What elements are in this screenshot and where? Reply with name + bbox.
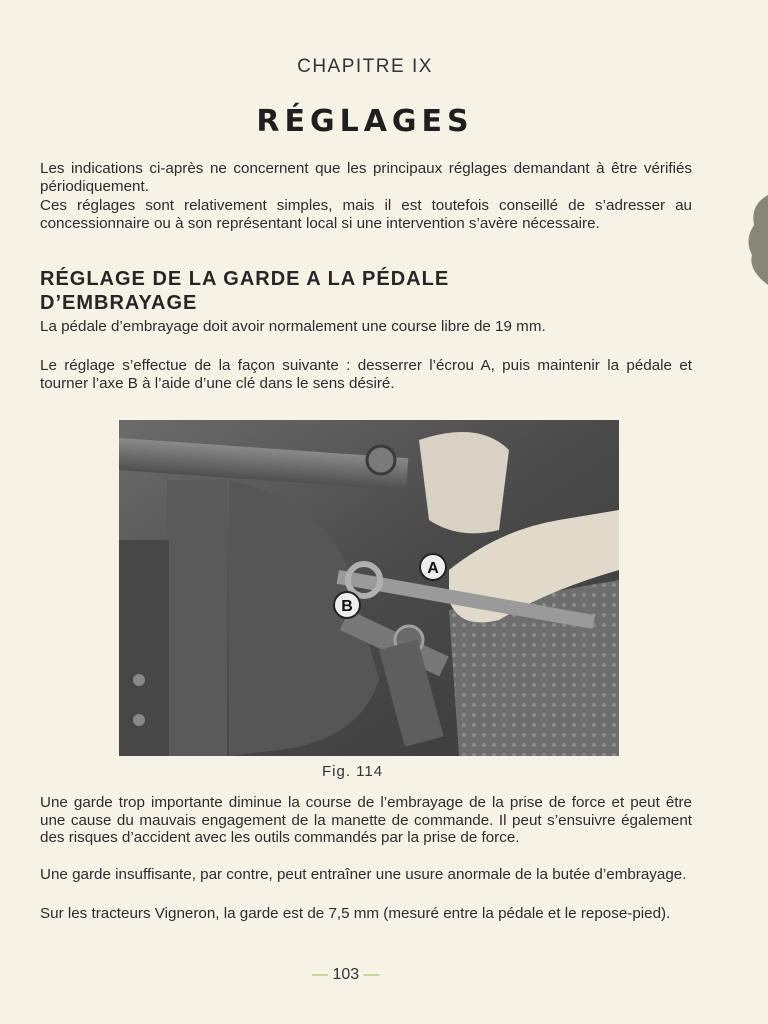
paper-stain [738,195,768,285]
label-b: B [341,598,353,615]
label-b-marker [334,592,360,618]
mechanism-photo-illustration [119,420,619,756]
footer-dash-left: — [312,966,328,983]
intro-paragraph-1: Les indications ci-après ne concernent que les principaux réglages demandant à être vérifiés périodiquement. [40,160,692,195]
footer-dash-right: — [363,966,380,983]
section-title [40,267,700,315]
page-number: 103 [332,966,360,983]
chapter-heading: CHAPITRE IX [297,56,433,77]
label-a: A [427,560,439,577]
section-paragraph-2: Le réglage s’effectue de la façon suivante : desserrer l’écrou A, puis maintenir la pédale et tourner l’axe B à l’aide d’une clé dans le sens désiré. [40,357,692,392]
page-title: RÉGLAGES [256,104,474,139]
section-paragraph-1: La pédale d’embrayage doit avoir normalement une course libre de 19 mm. [40,318,546,335]
intro-paragraph-2: Ces réglages sont relativement simples, mais il est toutefois conseillé de s’adresser au concessionnaire ou à son représentant local si une intervention s’avère nécessaire. [40,197,692,232]
body-paragraph-3: Sur les tracteurs Vigneron, la garde est de 7,5 mm (mesuré entre la pédale et le repose-pied). [40,905,671,922]
section-title-line-1: RÉGLAGE DE LA GARDE A LA PÉDALE [40,268,450,290]
page-number-footer [312,966,380,984]
figure-caption: Fig. 114 [322,763,384,780]
figure-photo [119,420,619,756]
body-paragraph-2: Une garde insuffisante, par contre, peut entraîner une usure anormale de la butée d’embrayage. [40,866,687,883]
section-title-line-2: D’EMBRAYAGE [40,292,198,314]
label-a-marker [420,554,446,580]
body-paragraph-1: Une garde trop importante diminue la course de l’embrayage de la prise de force et peut être une cause du mauvais engagement de la manette de commande. Il peut s’ensuivre également des risques d’accident avec les outils commandés par la prise de force. [40,794,692,846]
